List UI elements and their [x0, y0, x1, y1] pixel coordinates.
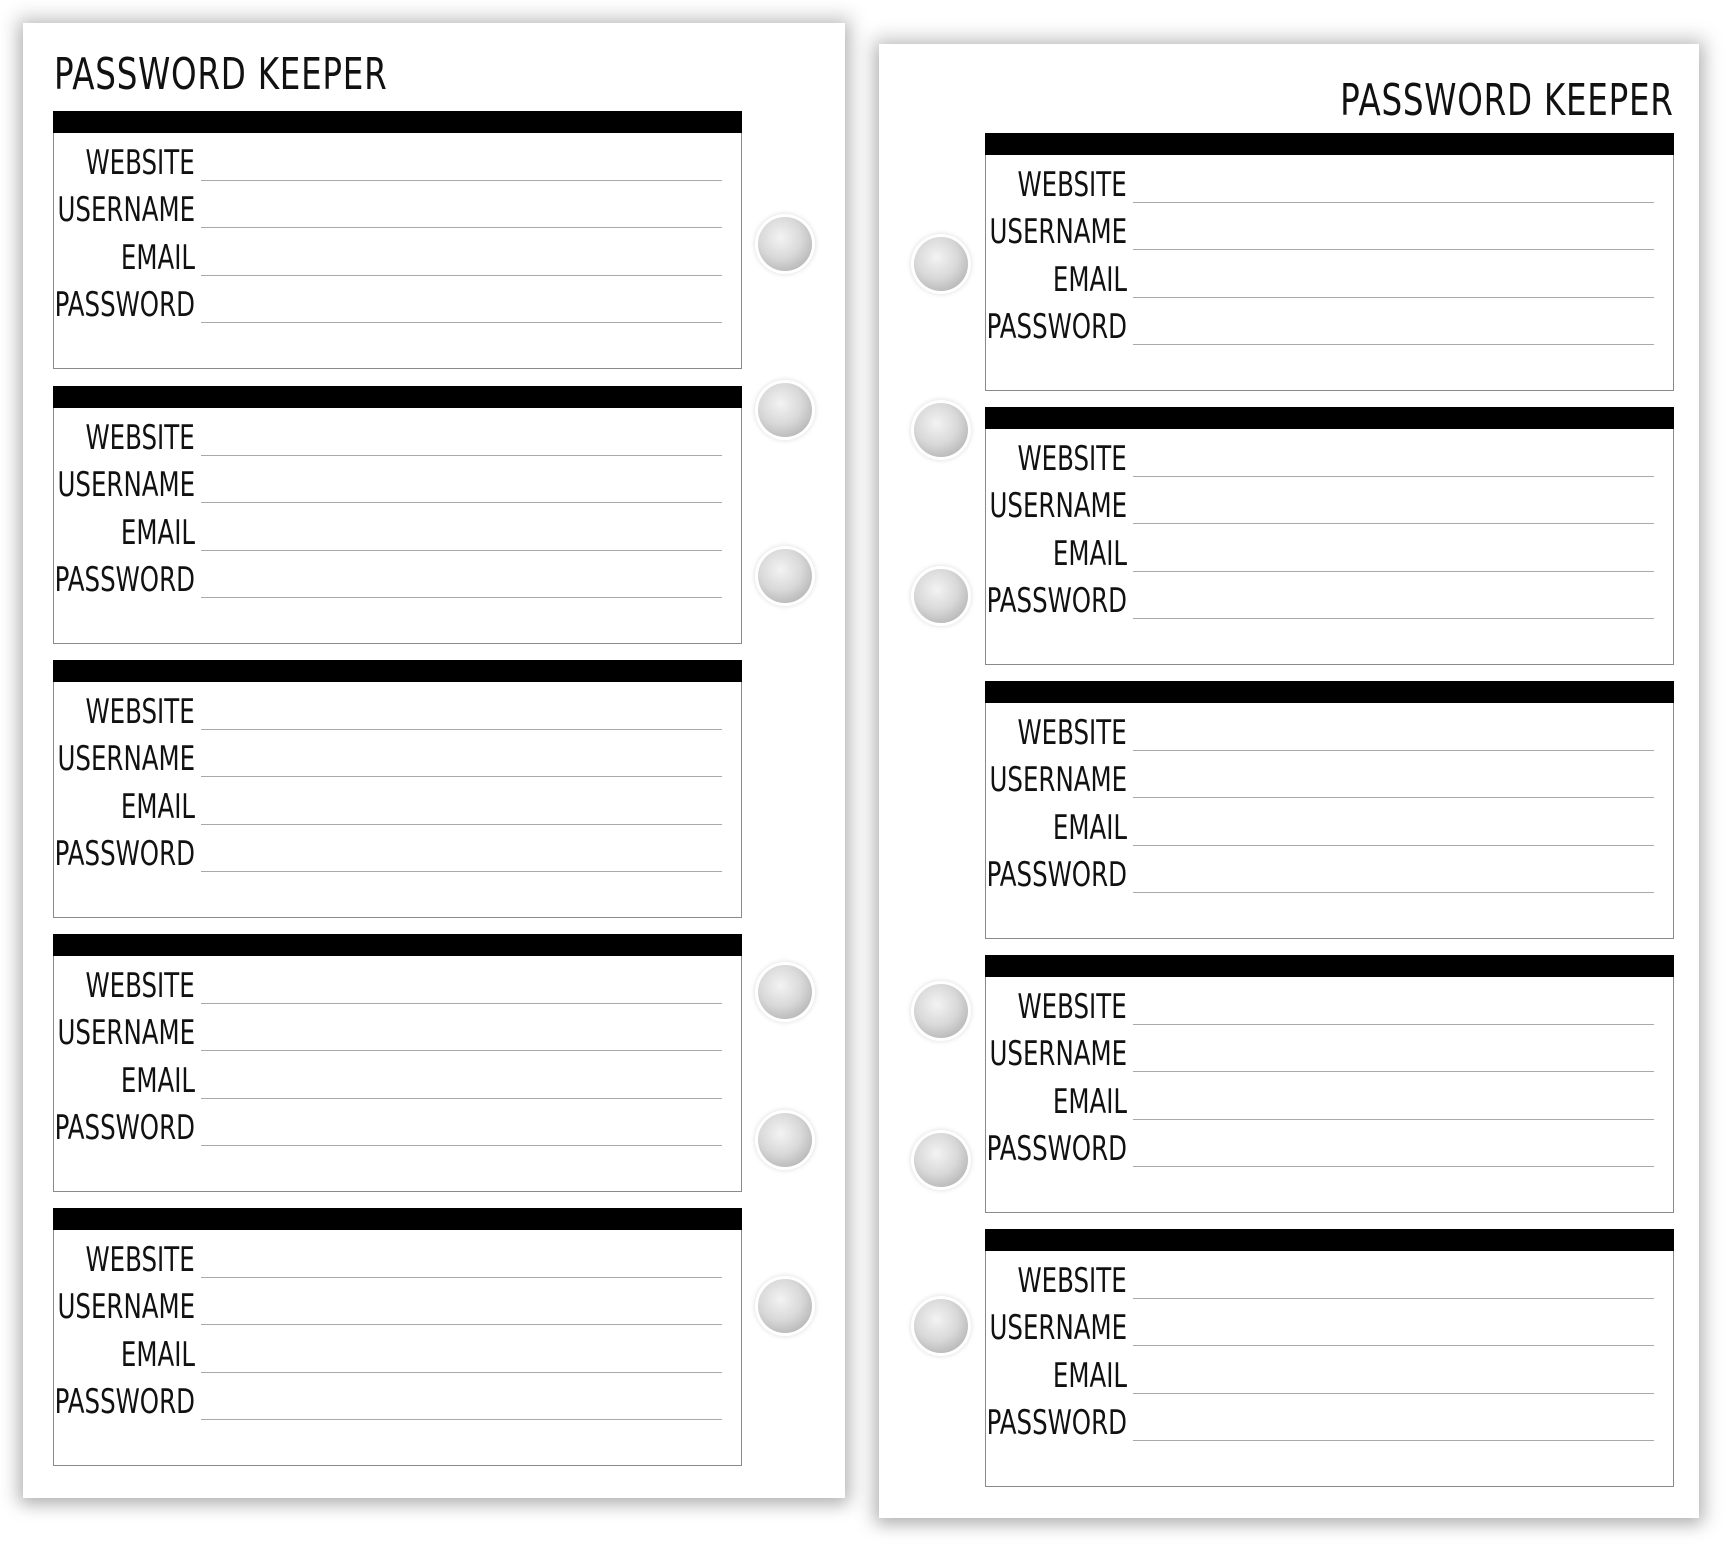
password-row[interactable] [986, 1128, 1673, 1168]
username-row[interactable] [54, 1286, 741, 1326]
website-line[interactable] [1133, 476, 1654, 477]
password-label: PASSWORD [986, 581, 1127, 621]
website-label: WEBSITE [85, 418, 195, 458]
card-header-bar [985, 133, 1674, 155]
email-line[interactable] [1133, 1393, 1654, 1394]
email-row[interactable] [54, 1060, 741, 1100]
password-card [53, 386, 742, 644]
password-label: PASSWORD [986, 1129, 1127, 1169]
punch-hole [758, 1279, 812, 1333]
website-label: WEBSITE [1017, 713, 1127, 753]
username-line[interactable] [1133, 1071, 1654, 1072]
username-row[interactable] [54, 464, 741, 504]
password-line[interactable] [1133, 618, 1654, 619]
username-row[interactable] [54, 189, 741, 229]
username-row[interactable] [986, 759, 1673, 799]
email-row[interactable] [54, 512, 741, 552]
email-row[interactable] [986, 533, 1673, 573]
website-label: WEBSITE [1017, 1261, 1127, 1301]
email-row[interactable] [986, 259, 1673, 299]
website-line[interactable] [1133, 202, 1654, 203]
website-line[interactable] [201, 180, 722, 181]
password-row[interactable] [54, 1107, 741, 1147]
username-label: USERNAME [57, 739, 195, 779]
password-line[interactable] [201, 322, 722, 323]
email-line[interactable] [1133, 571, 1654, 572]
password-line[interactable] [1133, 1166, 1654, 1167]
password-row[interactable] [986, 854, 1673, 894]
username-row[interactable] [986, 1033, 1673, 1073]
website-line[interactable] [1133, 750, 1654, 751]
website-row[interactable] [986, 164, 1673, 204]
website-line[interactable] [1133, 1298, 1654, 1299]
website-line[interactable] [201, 729, 722, 730]
username-label: USERNAME [989, 760, 1127, 800]
punch-hole [758, 383, 812, 437]
email-line[interactable] [201, 1098, 722, 1099]
card-header-bar [53, 111, 742, 133]
website-row[interactable] [54, 142, 741, 182]
username-line[interactable] [1133, 797, 1654, 798]
password-row[interactable] [54, 559, 741, 599]
email-label: EMAIL [1052, 1356, 1127, 1396]
email-line[interactable] [1133, 297, 1654, 298]
password-card [985, 955, 1674, 1213]
password-card [985, 1229, 1674, 1487]
username-line[interactable] [1133, 1345, 1654, 1346]
username-label: USERNAME [57, 190, 195, 230]
username-label: USERNAME [57, 465, 195, 505]
password-label: PASSWORD [986, 855, 1127, 895]
password-card [53, 934, 742, 1192]
punch-hole [914, 403, 968, 457]
email-label: EMAIL [1052, 534, 1127, 574]
website-row[interactable] [986, 712, 1673, 752]
website-row[interactable] [54, 417, 741, 457]
username-row[interactable] [986, 485, 1673, 525]
username-row[interactable] [986, 1307, 1673, 1347]
email-row[interactable] [54, 237, 741, 277]
username-line[interactable] [201, 502, 722, 503]
username-row[interactable] [54, 738, 741, 778]
password-line[interactable] [1133, 344, 1654, 345]
email-line[interactable] [1133, 1119, 1654, 1120]
website-label: WEBSITE [85, 966, 195, 1006]
website-label: WEBSITE [85, 692, 195, 732]
username-label: USERNAME [57, 1013, 195, 1053]
username-label: USERNAME [989, 1308, 1127, 1348]
username-line[interactable] [201, 776, 722, 777]
password-row[interactable] [986, 580, 1673, 620]
password-label: PASSWORD [54, 1382, 195, 1422]
password-label: PASSWORD [986, 1403, 1127, 1443]
email-label: EMAIL [120, 513, 195, 553]
left-planner-page [23, 23, 845, 1498]
punch-hole [914, 569, 968, 623]
website-row[interactable] [986, 438, 1673, 478]
password-card [985, 407, 1674, 665]
email-label: EMAIL [120, 1061, 195, 1101]
email-row[interactable] [54, 786, 741, 826]
punch-hole [914, 1299, 968, 1353]
password-label: PASSWORD [54, 834, 195, 874]
password-label: PASSWORD [986, 307, 1127, 347]
password-card [53, 660, 742, 918]
right-planner-page [879, 44, 1699, 1518]
page-title: PASSWORD KEEPER [1340, 75, 1674, 126]
password-label: PASSWORD [54, 1108, 195, 1148]
password-label: PASSWORD [54, 560, 195, 600]
website-line[interactable] [201, 1003, 722, 1004]
username-row[interactable] [54, 1012, 741, 1052]
username-line[interactable] [201, 227, 722, 228]
website-row[interactable] [54, 691, 741, 731]
punch-hole [758, 217, 812, 271]
username-line[interactable] [1133, 249, 1654, 250]
website-line[interactable] [201, 1277, 722, 1278]
email-row[interactable] [986, 1355, 1673, 1395]
password-line[interactable] [1133, 892, 1654, 893]
card-header-bar [53, 386, 742, 408]
email-line[interactable] [201, 550, 722, 551]
email-label: EMAIL [120, 787, 195, 827]
password-row[interactable] [54, 1381, 741, 1421]
password-line[interactable] [201, 871, 722, 872]
website-line[interactable] [1133, 1024, 1654, 1025]
email-label: EMAIL [120, 238, 195, 278]
card-header-bar [985, 681, 1674, 703]
punch-hole [758, 549, 812, 603]
password-row[interactable] [986, 1402, 1673, 1442]
password-row[interactable] [54, 284, 741, 324]
password-line[interactable] [201, 1419, 722, 1420]
email-label: EMAIL [1052, 260, 1127, 300]
username-line[interactable] [1133, 523, 1654, 524]
email-row[interactable] [986, 807, 1673, 847]
card-header-bar [985, 1229, 1674, 1251]
punch-hole [914, 237, 968, 291]
password-card [53, 111, 742, 369]
website-label: WEBSITE [85, 1240, 195, 1280]
punch-hole [758, 1113, 812, 1167]
username-label: USERNAME [57, 1287, 195, 1327]
punch-hole [914, 1133, 968, 1187]
card-header-bar [53, 660, 742, 682]
password-line[interactable] [201, 1145, 722, 1146]
password-row[interactable] [54, 833, 741, 873]
username-label: USERNAME [989, 1034, 1127, 1074]
email-line[interactable] [1133, 845, 1654, 846]
card-header-bar [985, 955, 1674, 977]
website-row[interactable] [986, 986, 1673, 1026]
username-label: USERNAME [989, 212, 1127, 252]
punch-hole [758, 965, 812, 1019]
email-line[interactable] [201, 1372, 722, 1373]
username-line[interactable] [201, 1324, 722, 1325]
email-label: EMAIL [1052, 1082, 1127, 1122]
email-label: EMAIL [1052, 808, 1127, 848]
card-header-bar [53, 1208, 742, 1230]
website-row[interactable] [54, 965, 741, 1005]
card-header-bar [53, 934, 742, 956]
website-label: WEBSITE [1017, 987, 1127, 1027]
punch-hole [914, 984, 968, 1038]
page-title: PASSWORD KEEPER [54, 49, 388, 100]
email-line[interactable] [201, 275, 722, 276]
website-label: WEBSITE [85, 143, 195, 183]
password-row[interactable] [986, 306, 1673, 346]
email-line[interactable] [201, 824, 722, 825]
website-label: WEBSITE [1017, 439, 1127, 479]
username-row[interactable] [986, 211, 1673, 251]
password-label: PASSWORD [54, 285, 195, 325]
password-card [53, 1208, 742, 1466]
password-card [985, 133, 1674, 391]
website-row[interactable] [986, 1260, 1673, 1300]
password-line[interactable] [201, 597, 722, 598]
username-label: USERNAME [989, 486, 1127, 526]
password-line[interactable] [1133, 1440, 1654, 1441]
card-header-bar [985, 407, 1674, 429]
password-card [985, 681, 1674, 939]
email-label: EMAIL [120, 1335, 195, 1375]
email-row[interactable] [986, 1081, 1673, 1121]
website-line[interactable] [201, 455, 722, 456]
username-line[interactable] [201, 1050, 722, 1051]
website-label: WEBSITE [1017, 165, 1127, 205]
email-row[interactable] [54, 1334, 741, 1374]
website-row[interactable] [54, 1239, 741, 1279]
